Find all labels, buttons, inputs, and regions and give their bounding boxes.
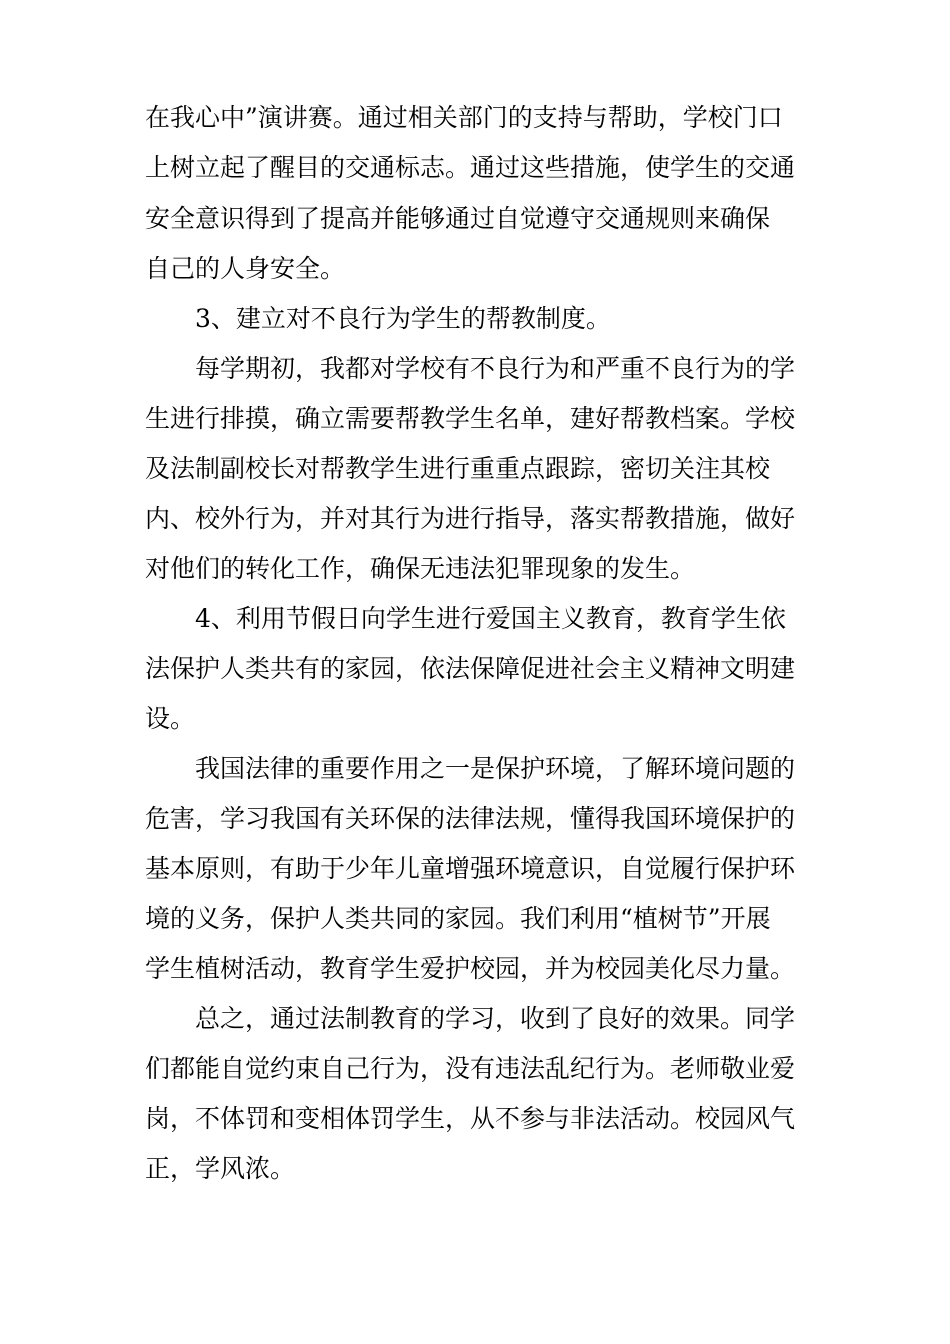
paragraph-6-line-2: 们都能自觉约束自己行为，没有违法乱纪行为。老师敬业爱 — [145, 1054, 796, 1083]
paragraph-2-line-1: 3、建立对不良行为学生的帮教制度。 — [195, 304, 611, 333]
paragraph-6-line-4: 正，学风浓。 — [145, 1154, 296, 1183]
paragraph-3-line-5: 对他们的转化工作，确保无违法犯罪现象的发生。 — [145, 554, 696, 583]
paragraph-4-line-2: 法保护人类共有的家园，依法保障促进社会主义精神文明建 — [145, 654, 796, 683]
paragraph-1-line-4: 自己的人身安全。 — [145, 254, 346, 283]
paragraph-4-line-1: 4、利用节假日向学生进行爱国主义教育，教育学生依 — [195, 604, 786, 633]
paragraph-5-line-4: 境的义务，保护人类共同的家园。我们利用“植树节”开展 — [145, 904, 771, 933]
paragraph-3-line-4: 内、校外行为，并对其行为进行指导，落实帮教措施，做好 — [145, 504, 796, 533]
paragraph-5-line-1: 我国法律的重要作用之一是保护环境，了解环境问题的 — [195, 754, 796, 783]
paragraph-1-line-3: 安全意识得到了提高并能够通过自觉遵守交通规则来确保 — [145, 204, 771, 233]
paragraph-6-line-1: 总之，通过法制教育的学习，收到了良好的效果。同学 — [195, 1004, 796, 1033]
paragraph-4-line-3: 设。 — [145, 704, 196, 733]
paragraph-3-line-3: 及法制副校长对帮教学生进行重重点跟踪，密切关注其校 — [145, 454, 771, 483]
paragraph-5-line-3: 基本原则，有助于少年儿童增强环境意识，自觉履行保护环 — [145, 854, 796, 883]
paragraph-3-line-1: 每学期初，我都对学校有不良行为和严重不良行为的学 — [195, 354, 796, 383]
paragraph-5-line-2: 危害，学习我国有关环保的法律法规，懂得我国环境保护的 — [145, 804, 796, 833]
paragraph-1-line-1: 在我心中”演讲赛。通过相关部门的支持与帮助，学校门口 — [145, 103, 783, 132]
paragraph-6-line-3: 岗，不体罚和变相体罚学生，从不参与非法活动。校园风气 — [145, 1104, 796, 1133]
paragraph-1-line-2: 上树立起了醒目的交通标志。通过这些措施，使学生的交通 — [145, 153, 796, 182]
paragraph-5-line-5: 学生植树活动，教育学生爱护校园，并为校园美化尽力量。 — [145, 954, 796, 983]
paragraph-3-line-2: 生进行排摸，确立需要帮教学生名单，建好帮教档案。学校 — [145, 404, 796, 433]
